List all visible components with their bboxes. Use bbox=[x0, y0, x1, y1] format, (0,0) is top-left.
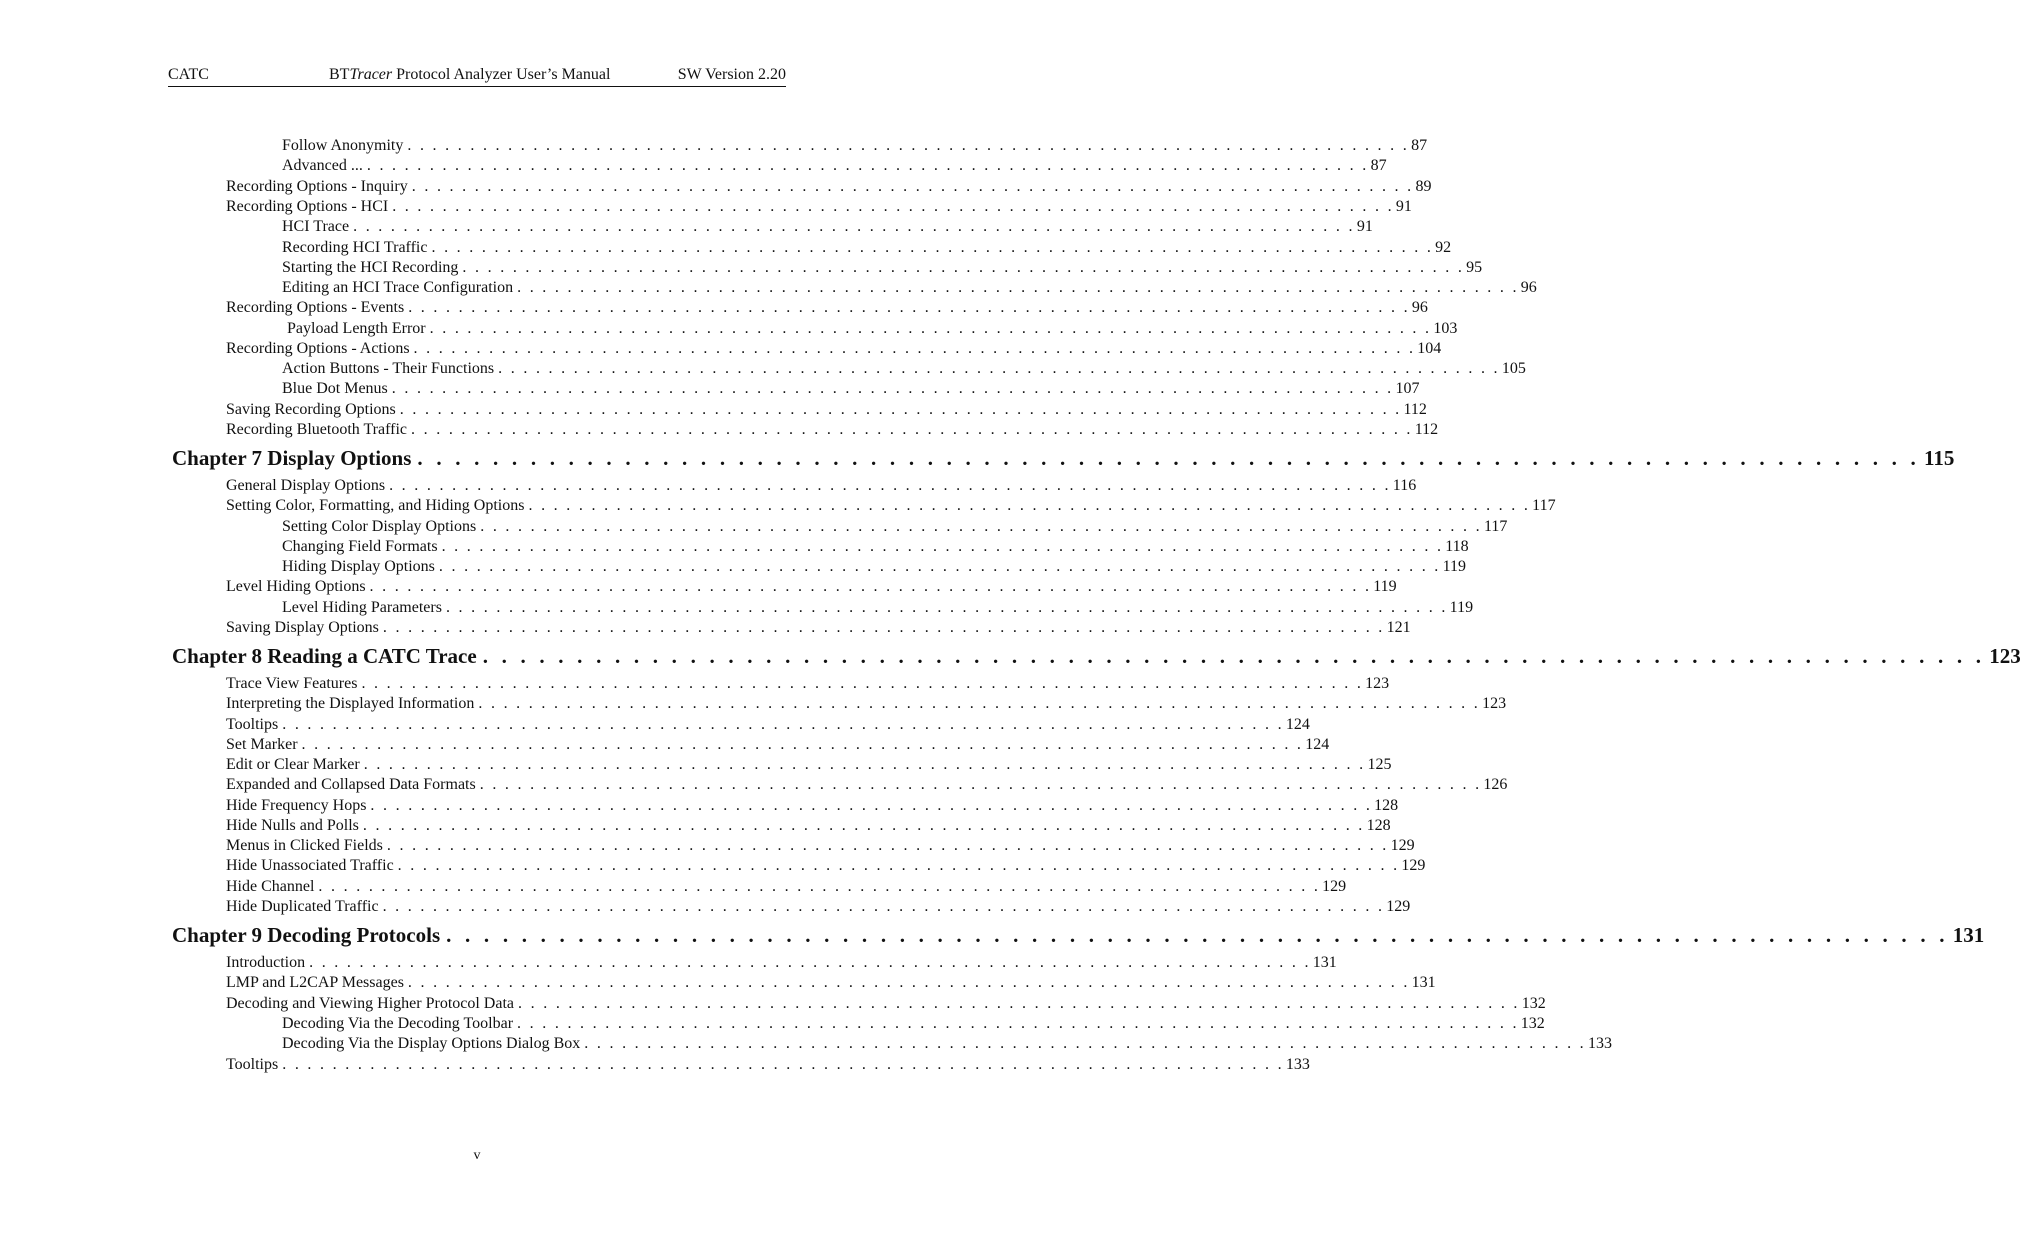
toc-entry[interactable] bbox=[226, 618, 1411, 638]
toc-entry-page: 128 bbox=[1366, 817, 1391, 834]
toc-entry-title: General Display Options bbox=[226, 477, 386, 494]
toc-entry-title: Recording Options - Events bbox=[226, 299, 405, 316]
toc-entry[interactable] bbox=[226, 775, 1508, 795]
toc-entry-page: 87 bbox=[1370, 157, 1387, 174]
toc-entry-title: Action Buttons - Their Functions bbox=[282, 360, 495, 377]
toc-leader-dots: . . . . . . . . . . . . . . . . . . . . . . . . . . . . . . . . . . . . . . . . . . . . . . . . . . . . . . . . . . . . . . . . . . . . . . . . . . . . . . . . bbox=[407, 137, 1410, 154]
toc-entry[interactable] bbox=[226, 577, 1397, 597]
page-number: v bbox=[473, 1148, 481, 1163]
toc-entry-title: Decoding Via the Display Options Dialog Box bbox=[282, 1035, 581, 1052]
toc-entry-page: 104 bbox=[1417, 340, 1442, 357]
toc-entry[interactable] bbox=[226, 420, 1439, 440]
toc-entry-page: 112 bbox=[1414, 421, 1439, 438]
toc-leader-dots: . . . . . . . . . . . . . . . . . . . . . . . . . . . . . . . . . . . . . . . . . . . . . . . . . . . . . . . . . . . . . . . . . . . . . . . . . . . . . . . . bbox=[517, 279, 1519, 296]
toc-leader-dots: . . . . . . . . . . . . . . . . . . . . . . . . . . . . . . . . . . . . . . . . . . . . . . . . . . . . . . . . . . . . . . . . . . . . . . . . . . . . . . . . bbox=[438, 558, 1441, 575]
toc-leader-dots: . . . . . . . . . . . . . . . . . . . . . . . . . . . . . . . . . . . . . . . . . . . . . . . . . . . . . . . . . . . . . . . . . . . . . . . . . . . . . . . . bbox=[498, 360, 1500, 377]
toc-entry[interactable] bbox=[226, 197, 1412, 217]
toc-entry-title: Tooltips bbox=[226, 1056, 279, 1073]
toc-entry-page: 131 bbox=[1312, 954, 1337, 971]
toc-entry-title: Hide Channel bbox=[226, 878, 315, 895]
toc-leader-dots: . . . . . . . . . . . . . . . . . . . . . . . . . . . . . . . . . . . . . . . . . . . . . . . . . . . . . . . . . . . . . . . . . . . . . . . . . . . . . . . . bbox=[391, 380, 1394, 397]
toc-entry-title: Starting the HCI Recording bbox=[282, 259, 459, 276]
toc-leader-dots: . . . . . . . . . . . . . . . . . . . . . . . . . . . . . . . . . . . . . . . . . . . . . . . . . . . . . . . . . . . . . . . . . . . . . . . . . . . . . . . . bbox=[366, 157, 1369, 174]
toc-entry-page: 129 bbox=[1401, 857, 1426, 874]
header-title-suffix: Protocol Analyzer User’s Manual bbox=[392, 66, 611, 83]
toc-entry-title: Menus in Clicked Fields bbox=[226, 837, 383, 854]
toc-entry-title: Chapter 8 Reading a CATC Trace bbox=[172, 644, 477, 668]
toc-entry-title: Recording Options - Inquiry bbox=[226, 178, 408, 195]
toc-entry-page: 115 bbox=[1923, 446, 1955, 470]
toc-entry-page: 92 bbox=[1435, 239, 1452, 256]
toc-entry-page: 123 bbox=[1989, 644, 2021, 668]
toc-entry[interactable] bbox=[226, 339, 1442, 359]
toc-entry-page: 96 bbox=[1411, 299, 1428, 316]
toc-leader-dots: . . . . . . . . . . . . . . . . . . . . . . . . . . . . . . . . . . . . . . . . . . . . . . . . . . . . . . . . . . . . . . . . . . . . . . . . . . . . . . . . bbox=[407, 974, 1410, 991]
toc-entry[interactable] bbox=[226, 897, 1411, 917]
toc-entry-title: Payload Length Error bbox=[287, 320, 426, 337]
toc-entry[interactable] bbox=[226, 674, 1390, 694]
toc-entry[interactable] bbox=[282, 136, 1428, 156]
toc-entry[interactable] bbox=[282, 258, 1483, 278]
toc-leader-dots: . . . . . . . . . . . . . . . . . . . . . . . . . . . . . . . . . . . . . . . . . . . . . . . . . . . . . . . . . . . . . . . . . . . . . . . . . . . . . . . . bbox=[353, 218, 1355, 235]
toc-entry-title: Tooltips bbox=[226, 716, 279, 733]
toc-leader-dots: . . . . . . . . . . . . . . . . . . . . . . . . . . . . . . . . . . . . . . . . . . . . . . . . . . . . . . . . . . . . . . . . . . . . . . . . . . . . . . . . bbox=[411, 421, 1413, 438]
header-manual-title bbox=[329, 66, 610, 84]
toc-entry-page: 129 bbox=[1390, 837, 1415, 854]
toc-entry-title: Editing an HCI Trace Configuration bbox=[282, 279, 514, 296]
toc-leader-dots: . . . . . . . . . . . . . . . . . . . . . . . . . . . . . . . . . . . . . . . . . . . . . . . . . . . . . . . . . . . . . . . . . . . . . . . . . . . . . . . . bbox=[301, 736, 1304, 753]
toc-entry-title: Hide Unassociated Traffic bbox=[226, 857, 394, 874]
toc-entry-page: 96 bbox=[1520, 279, 1537, 296]
toc-leader-dots: . . . . . . . . . . . . . . . . . . . . . . . . . . . . . . . . . . . . . . . . . . . . . . . . . . . . . . . . . . . . . . . . . . . . . . . . . . . . . . . . bbox=[411, 178, 1414, 195]
toc-entry-title: Hiding Display Options bbox=[282, 558, 435, 575]
toc-entry-page: 119 bbox=[1442, 558, 1466, 575]
toc-entry-page: 125 bbox=[1367, 756, 1392, 773]
toc-entry[interactable] bbox=[226, 694, 1507, 714]
toc-leader-dots: . . . . . . . . . . . . . . . . . . . . . . . . . . . . . . . . . . . . . . . . . . . . . . . . . . . . . . . . . . . . . . . . . . . . . . . . . . . . . . . . bbox=[282, 716, 1284, 733]
toc-entry[interactable] bbox=[226, 1055, 1310, 1075]
toc-leader-dots: . . . . . . . . . . . . . . . . . . . . . . . . . . . . . . . . . . . . . . . . . . . . . . . . . . . . . . . . . . . . . . . . . . . . . . . . . . . . . . . . bbox=[518, 995, 1520, 1012]
toc-entry-page: 117 bbox=[1483, 518, 1508, 535]
toc-entry[interactable] bbox=[282, 557, 1466, 577]
toc-leader-dots: . . . . . . . . . . . . . . . . . . . . . . . . . . . . . . . . . . . . . . . . . . . . . . . . . . . . . . . . . . . . . . . . . . . . . . . . . . . . . . . . bbox=[528, 497, 1531, 514]
toc-entry-page: 107 bbox=[1395, 380, 1420, 397]
toc-entry-page: 112 bbox=[1403, 401, 1427, 418]
toc-entry[interactable] bbox=[226, 816, 1391, 836]
toc-entry-title: Recording Options - HCI bbox=[226, 198, 389, 215]
toc-entry-page: 119 bbox=[1373, 578, 1397, 595]
toc-entry-page: 129 bbox=[1386, 898, 1411, 915]
toc-entry-page: 123 bbox=[1365, 675, 1390, 692]
toc-entry[interactable] bbox=[226, 877, 1347, 897]
toc-entry-page: 129 bbox=[1322, 878, 1347, 895]
toc-leader-dots: . . . . . . . . . . . . . . . . . . . . . . . . . . . . . . . . . . . . . . . . . . . . . . . . . . . . . . . . . . . . . . . . . . . . . . . . . . . . . . . . bbox=[369, 578, 1372, 595]
toc-entry[interactable] bbox=[226, 796, 1399, 816]
toc-entry-title: Set Marker bbox=[226, 736, 298, 753]
toc-leader-dots: . . . . . . . . . . . . . . . . . . . . . . . . . . . . . . . . . . . . . . . . . . . . . . . . . . . . . . . . . . . . . . . . . . . . . . . . . . . . . . . . bbox=[389, 477, 1391, 494]
toc-entry-page: 123 bbox=[1482, 695, 1507, 712]
toc-entry-title: Follow Anonymity bbox=[282, 137, 404, 154]
toc-leader-dots: . . . . . . . . . . . . . . . . . . . . . . . . . . . . . . . . . . . . . . . . . . . . . . . . . . . . . . . . . . . . . . . . . . . . . . . . . . . . . . . . bbox=[413, 340, 1416, 357]
toc-entry-page: 126 bbox=[1483, 776, 1508, 793]
toc-entry-page: 124 bbox=[1305, 736, 1330, 753]
toc-entry-title: Level Hiding Parameters bbox=[282, 599, 442, 616]
toc-entry-page: 132 bbox=[1520, 1015, 1545, 1032]
toc-entry-title: Chapter 9 Decoding Protocols bbox=[172, 923, 441, 947]
toc-chapter-entry[interactable] bbox=[172, 922, 1985, 948]
toc-entry[interactable] bbox=[226, 953, 1337, 973]
toc-entry-page: 89 bbox=[1415, 178, 1432, 195]
toc-entry-page: 105 bbox=[1501, 360, 1526, 377]
toc-entry[interactable] bbox=[282, 238, 1452, 258]
toc-entry-page: 118 bbox=[1445, 538, 1469, 555]
toc-entry-page: 87 bbox=[1411, 137, 1428, 154]
toc-entry-title: Recording HCI Traffic bbox=[282, 239, 428, 256]
toc-entry[interactable] bbox=[287, 319, 1458, 339]
toc-leader-dots: . . . . . . . . . . . . . . . . . . . . . . . . . . . . . . . . . . . . . . . . . . . . . . . . . . . . . . . . . . . . . . . . . . . . . . . . . . . . . . . . bbox=[480, 518, 1482, 535]
toc-entry-page: 133 bbox=[1285, 1056, 1310, 1073]
toc-entry-title: Setting Color Display Options bbox=[282, 518, 477, 535]
toc-entry[interactable] bbox=[226, 400, 1427, 420]
toc-entry[interactable] bbox=[226, 836, 1415, 856]
header-version: SW Version 2.20 bbox=[677, 66, 786, 83]
toc-entry-title: Setting Color, Formatting, and Hiding Options bbox=[226, 497, 525, 514]
toc-leader-dots: . . . . . . . . . . . . . . . . . . . . . . . . . . . . . . . . . . . . . . . . . . . . . . . . . . . . . . . . . . . . . . . . . . . . . . . . . . . . . . . . bbox=[446, 923, 1949, 947]
header-title-italic: Tracer bbox=[349, 66, 393, 83]
toc-entry-title: Changing Field Formats bbox=[282, 538, 438, 555]
toc-entry-title: Decoding Via the Decoding Toolbar bbox=[282, 1015, 514, 1032]
toc-leader-dots: . . . . . . . . . . . . . . . . . . . . . . . . . . . . . . . . . . . . . . . . . . . . . . . . . . . . . . . . . . . . . . . . . . . . . . . . . . . . . . . . bbox=[382, 898, 1385, 915]
toc-entry-title: Recording Options - Actions bbox=[226, 340, 410, 357]
toc-entry-page: 116 bbox=[1392, 477, 1417, 494]
toc-entry-title: Trace View Features bbox=[226, 675, 358, 692]
toc-entry-title: Hide Frequency Hops bbox=[226, 797, 367, 814]
toc-entry-page: 91 bbox=[1395, 198, 1412, 215]
toc-entry-title: Blue Dot Menus bbox=[282, 380, 388, 397]
toc-entry-page: 95 bbox=[1466, 259, 1483, 276]
toc-leader-dots: . . . . . . . . . . . . . . . . . . . . . . . . . . . . . . . . . . . . . . . . . . . . . . . . . . . . . . . . . . . . . . . . . . . . . . . . . . . . . . . . bbox=[584, 1035, 1586, 1052]
toc-entry[interactable] bbox=[282, 1014, 1545, 1034]
toc-entry-title: Interpreting the Displayed Information bbox=[226, 695, 475, 712]
toc-entry[interactable] bbox=[282, 537, 1469, 557]
toc-leader-dots: . . . . . . . . . . . . . . . . . . . . . . . . . . . . . . . . . . . . . . . . . . . . . . . . . . . . . . . . . . . . . . . . . . . . . . . . . . . . . . . . bbox=[282, 1056, 1284, 1073]
toc-leader-dots: . . . . . . . . . . . . . . . . . . . . . . . . . . . . . . . . . . . . . . . . . . . . . . . . . . . . . . . . . . . . . . . . . . . . . . . . . . . . . . . . bbox=[382, 619, 1385, 636]
toc-entry[interactable] bbox=[226, 496, 1556, 516]
toc-entry[interactable] bbox=[226, 973, 1436, 993]
toc-entry-page: 103 bbox=[1433, 320, 1458, 337]
toc-leader-dots: . . . . . . . . . . . . . . . . . . . . . . . . . . . . . . . . . . . . . . . . . . . . . . . . . . . . . . . . . . . . . . . . . . . . . . . . . . . . . . . . bbox=[482, 644, 1986, 668]
toc-leader-dots: . . . . . . . . . . . . . . . . . . . . . . . . . . . . . . . . . . . . . . . . . . . . . . . . . . . . . . . . . . . . . . . . . . . . . . . . . . . . . . . . bbox=[386, 837, 1389, 854]
toc-leader-dots: . . . . . . . . . . . . . . . . . . . . . . . . . . . . . . . . . . . . . . . . . . . . . . . . . . . . . . . . . . . . . . . . . . . . . . . . . . . . . . . . bbox=[431, 239, 1434, 256]
toc-entry[interactable] bbox=[282, 517, 1508, 537]
toc-entry[interactable] bbox=[282, 359, 1526, 379]
toc-entry[interactable] bbox=[282, 598, 1474, 618]
toc-entry-page: 124 bbox=[1285, 716, 1310, 733]
toc-entry-title: Chapter 7 Display Options bbox=[172, 446, 412, 470]
toc-entry[interactable] bbox=[226, 735, 1330, 755]
toc-entry-title: Expanded and Collapsed Data Formats bbox=[226, 776, 476, 793]
toc-entry-title: Introduction bbox=[226, 954, 306, 971]
toc-entry-page: 133 bbox=[1587, 1035, 1612, 1052]
toc-leader-dots: . . . . . . . . . . . . . . . . . . . . . . . . . . . . . . . . . . . . . . . . . . . . . . . . . . . . . . . . . . . . . . . . . . . . . . . . . . . . . . . . bbox=[445, 599, 1448, 616]
toc-entry-page: 117 bbox=[1532, 497, 1556, 514]
toc-leader-dots: . . . . . . . . . . . . . . . . . . . . . . . . . . . . . . . . . . . . . . . . . . . . . . . . . . . . . . . . . . . . . . . . . . . . . . . . . . . . . . . . bbox=[392, 198, 1394, 215]
toc-entry-title: Advanced ... bbox=[282, 157, 363, 174]
toc-entry[interactable] bbox=[226, 856, 1426, 876]
toc-leader-dots: . . . . . . . . . . . . . . . . . . . . . . . . . . . . . . . . . . . . . . . . . . . . . . . . . . . . . . . . . . . . . . . . . . . . . . . . . . . . . . . . bbox=[397, 857, 1400, 874]
toc-leader-dots: . . . . . . . . . . . . . . . . . . . . . . . . . . . . . . . . . . . . . . . . . . . . . . . . . . . . . . . . . . . . . . . . . . . . . . . . . . . . . . . . bbox=[462, 259, 1465, 276]
toc-leader-dots: . . . . . . . . . . . . . . . . . . . . . . . . . . . . . . . . . . . . . . . . . . . . . . . . . . . . . . . . . . . . . . . . . . . . . . . . . . . . . . . . bbox=[370, 797, 1373, 814]
toc-leader-dots: . . . . . . . . . . . . . . . . . . . . . . . . . . . . . . . . . . . . . . . . . . . . . . . . . . . . . . . . . . . . . . . . . . . . . . . . . . . . . . . . bbox=[363, 756, 1366, 773]
toc-leader-dots: . . . . . . . . . . . . . . . . . . . . . . . . . . . . . . . . . . . . . . . . . . . . . . . . . . . . . . . . . . . . . . . . . . . . . . . . . . . . . . . . bbox=[399, 401, 1402, 418]
header-company: CATC bbox=[168, 66, 209, 83]
toc-entry-page: 131 bbox=[1952, 923, 1985, 947]
toc-leader-dots: . . . . . . . . . . . . . . . . . . . . . . . . . . . . . . . . . . . . . . . . . . . . . . . . . . . . . . . . . . . . . . . . . . . . . . . . . . . . . . . . bbox=[479, 776, 1482, 793]
toc-leader-dots: . . . . . . . . . . . . . . . . . . . . . . . . . . . . . . . . . . . . . . . . . . . . . . . . . . . . . . . . . . . . . . . . . . . . . . . . . . . . . . . . bbox=[417, 446, 1920, 470]
toc-entry[interactable] bbox=[226, 994, 1546, 1014]
toc-entry[interactable] bbox=[226, 298, 1428, 318]
toc-entry[interactable] bbox=[226, 476, 1417, 496]
toc-entry-title: Level Hiding Options bbox=[226, 578, 366, 595]
toc-leader-dots: . . . . . . . . . . . . . . . . . . . . . . . . . . . . . . . . . . . . . . . . . . . . . . . . . . . . . . . . . . . . . . . . . . . . . . . . . . . . . . . . bbox=[408, 299, 1410, 316]
toc-entry[interactable] bbox=[282, 379, 1420, 399]
toc-entry[interactable] bbox=[282, 278, 1537, 298]
toc-entry[interactable] bbox=[282, 1034, 1612, 1054]
toc-entry[interactable] bbox=[226, 177, 1432, 197]
toc-entry-page: 119 bbox=[1449, 599, 1474, 616]
toc-leader-dots: . . . . . . . . . . . . . . . . . . . . . . . . . . . . . . . . . . . . . . . . . . . . . . . . . . . . . . . . . . . . . . . . . . . . . . . . . . . . . . . . bbox=[361, 675, 1364, 692]
toc-entry-title: Hide Duplicated Traffic bbox=[226, 898, 379, 915]
toc-entry-page: 132 bbox=[1521, 995, 1546, 1012]
toc-entry-page: 128 bbox=[1374, 797, 1399, 814]
toc-entry[interactable] bbox=[226, 755, 1392, 775]
toc-leader-dots: . . . . . . . . . . . . . . . . . . . . . . . . . . . . . . . . . . . . . . . . . . . . . . . . . . . . . . . . . . . . . . . . . . . . . . . . . . . . . . . . bbox=[362, 817, 1365, 834]
toc-entry-title: LMP and L2CAP Messages bbox=[226, 974, 404, 991]
toc-entry[interactable] bbox=[282, 217, 1373, 237]
toc-leader-dots: . . . . . . . . . . . . . . . . . . . . . . . . . . . . . . . . . . . . . . . . . . . . . . . . . . . . . . . . . . . . . . . . . . . . . . . . . . . . . . . . bbox=[309, 954, 1311, 971]
toc-chapter-entry[interactable] bbox=[172, 643, 2021, 669]
toc-chapter-entry[interactable] bbox=[172, 445, 1955, 471]
toc-leader-dots: . . . . . . . . . . . . . . . . . . . . . . . . . . . . . . . . . . . . . . . . . . . . . . . . . . . . . . . . . . . . . . . . . . . . . . . . . . . . . . . . bbox=[318, 878, 1321, 895]
toc-leader-dots: . . . . . . . . . . . . . . . . . . . . . . . . . . . . . . . . . . . . . . . . . . . . . . . . . . . . . . . . . . . . . . . . . . . . . . . . . . . . . . . . bbox=[478, 695, 1481, 712]
header-title-prefix: BT bbox=[329, 66, 350, 83]
page-header bbox=[168, 66, 786, 87]
toc-entry-title: Recording Bluetooth Traffic bbox=[226, 421, 408, 438]
toc-leader-dots: . . . . . . . . . . . . . . . . . . . . . . . . . . . . . . . . . . . . . . . . . . . . . . . . . . . . . . . . . . . . . . . . . . . . . . . . . . . . . . . . bbox=[517, 1015, 1519, 1032]
toc-entry-title: Decoding and Viewing Higher Protocol Data bbox=[226, 995, 515, 1012]
toc-entry[interactable] bbox=[226, 715, 1310, 735]
toc-leader-dots: . . . . . . . . . . . . . . . . . . . . . . . . . . . . . . . . . . . . . . . . . . . . . . . . . . . . . . . . . . . . . . . . . . . . . . . . . . . . . . . . bbox=[429, 320, 1432, 337]
toc-entry[interactable] bbox=[282, 156, 1387, 176]
toc-leader-dots: . . . . . . . . . . . . . . . . . . . . . . . . . . . . . . . . . . . . . . . . . . . . . . . . . . . . . . . . . . . . . . . . . . . . . . . . . . . . . . . . bbox=[441, 538, 1444, 555]
toc-entry-title: Saving Recording Options bbox=[226, 401, 396, 418]
toc-entry-title: Saving Display Options bbox=[226, 619, 379, 636]
toc-entry-page: 121 bbox=[1386, 619, 1411, 636]
toc-entry-title: Edit or Clear Marker bbox=[226, 756, 360, 773]
toc-entry-title: Hide Nulls and Polls bbox=[226, 817, 359, 834]
toc-entry-page: 91 bbox=[1356, 218, 1373, 235]
toc-entry-title: HCI Trace bbox=[282, 218, 350, 235]
toc-entry-page: 131 bbox=[1411, 974, 1436, 991]
